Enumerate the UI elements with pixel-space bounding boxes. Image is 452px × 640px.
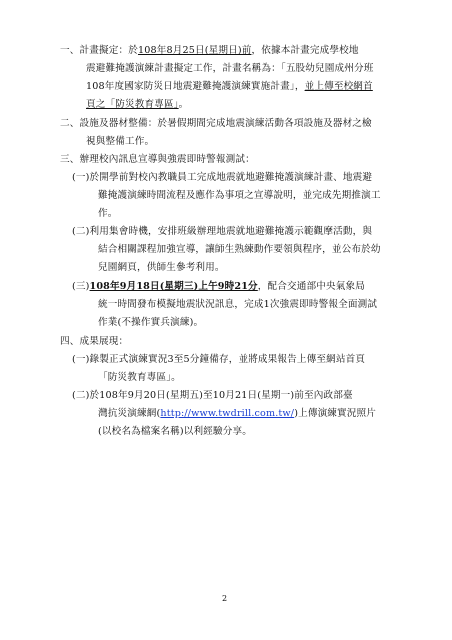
section-1-heading: 一、計畫擬定：於 <box>60 45 138 56</box>
section-3-item-1-line-2: 難掩護演練時間流程及應作為事項之宣導說明，並完成先期推演工 <box>98 190 381 201</box>
section-4-upload-text: )上傳演練實況照片 <box>294 408 377 419</box>
section-4-item-1-line-2: 「防災教育專區」。 <box>98 372 181 383</box>
section-1-text: ，依據本計畫完成學校地 <box>251 45 359 56</box>
section-4-item-2-line-1: (二)於108年9月20日(星期五)至10月21日(星期一)前至內政部臺 <box>72 390 353 401</box>
section-1-period: 。 <box>178 99 189 110</box>
section-3-item-1-line-3: 作。 <box>98 208 118 219</box>
section-1-line-1 <box>60 45 359 57</box>
section-3-item-3-text: ，配合交通部中央氣象局 <box>257 281 365 292</box>
section-1-line-3 <box>86 81 373 93</box>
section-1-deadline: 108年8月25日(星期日)前 <box>137 45 252 56</box>
section-4-item-2-line-3: (以校名為檔案名稱)以利經驗分享。 <box>98 426 252 437</box>
section-1-plan-name: 108年度國家防災日地震避難掩護演練實施計畫」， <box>86 81 305 92</box>
section-3-item-3-line-3: 作業(不操作實兵演練)。 <box>98 317 204 328</box>
section-1-upload-note: 並上傳至校網首 <box>304 81 373 92</box>
section-4-item-2-line-2 <box>98 408 376 420</box>
section-3-item-2-line-2: 結合相關課程加強宣導，讓師生熟練動作要領與程序，並公布於幼 <box>98 244 381 255</box>
section-3-title: 三、辦理校內訊息宣導與強震即時警報測試： <box>60 154 255 165</box>
section-2-line-1: 二、設施及器材整備：於暑假期間完成地震演練活動各項設施及器材之檢 <box>60 118 372 129</box>
section-1-line-4 <box>86 99 188 111</box>
section-3-item-3-marker: (三) <box>72 281 90 292</box>
section-1-line-2: 震避難掩護演練計畫擬定工作，計畫名稱為：「五股幼兒園成州分班 <box>86 63 374 74</box>
section-4-site-name: 灣抗災演練網( <box>98 408 161 419</box>
section-2-line-2: 視與整備工作。 <box>86 136 155 147</box>
twdrill-link[interactable]: http://www.twdrill.com.tw/ <box>160 408 295 419</box>
section-3-drill-time: 108年9月18日(星期三)上午9時21分 <box>89 281 258 292</box>
section-1-zone-name: 頁之「防災教育專區」 <box>86 99 179 110</box>
section-3-item-2-line-1: (二)利用集會時機，安排班級辦理地震就地避難掩護示範觀摩活動，與 <box>72 226 373 237</box>
section-3-item-1-line-1: (一)於開學前對校內教職員工完成地震就地避難掩護演練計畫、地震避 <box>72 172 373 183</box>
section-3-item-3-line-1 <box>72 281 365 293</box>
section-3-item-2-line-3: 兒園網頁，供師生參考利用。 <box>98 262 225 273</box>
section-4-title: 四、成果展現： <box>60 336 129 347</box>
section-4-item-1-line-1: (一)錄製正式演練實況3至5分鐘備存，並將成果報告上傳至網站首頁 <box>72 354 366 365</box>
page-number: 2 <box>222 594 228 603</box>
section-3-item-3-line-2: 統一時間發布模擬地震狀況訊息，完成1次強震即時警報全面測試 <box>98 299 378 310</box>
